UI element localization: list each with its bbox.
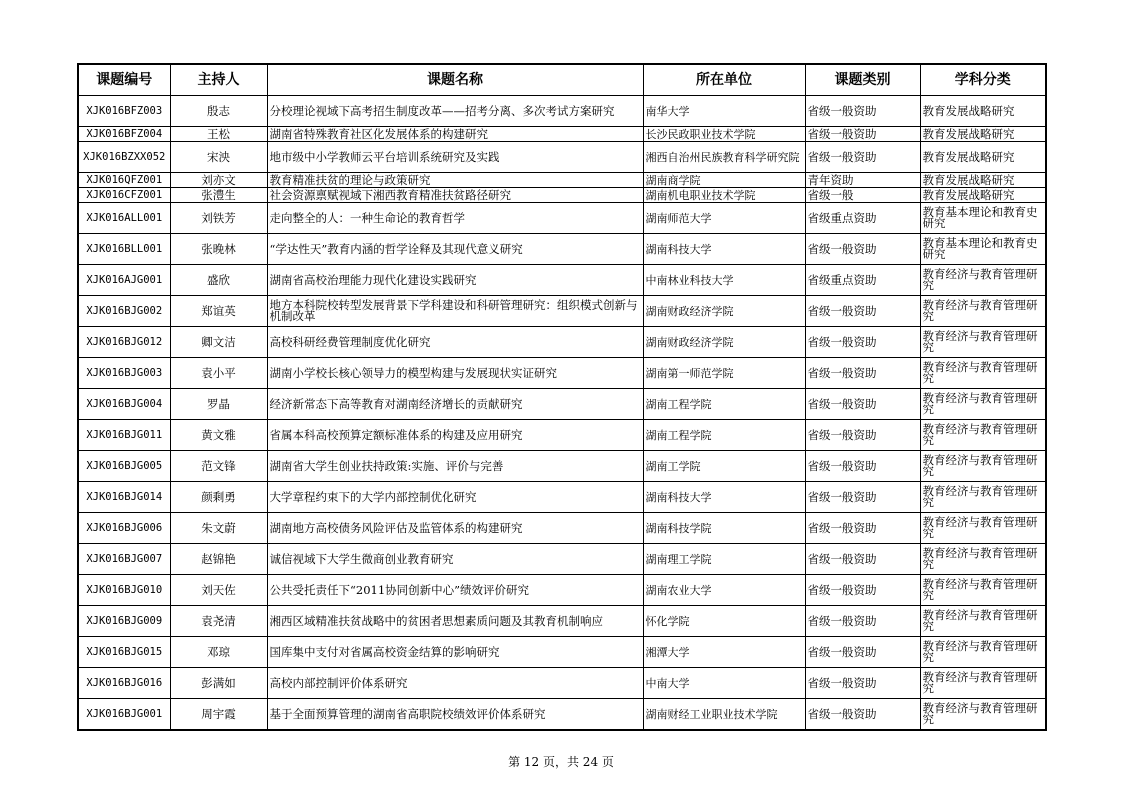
cell-code: XJK016BJG015 [78, 637, 170, 668]
table-row [78, 96, 1046, 127]
cell-subject: 教育发展战略研究 [920, 127, 1046, 142]
cell-code: XJK016BJG010 [78, 575, 170, 606]
cell-subject: 教育发展战略研究 [920, 173, 1046, 188]
cell-title: 国库集中支付对省属高校资金结算的影响研究 [267, 637, 643, 668]
cell-host: 刘天佐 [170, 575, 267, 606]
cell-code: XJK016BJG012 [78, 327, 170, 358]
cell-host: 郑谊英 [170, 296, 267, 327]
table-row [78, 127, 1046, 142]
cell-title: 诚信视域下大学生微商创业教育研究 [267, 544, 643, 575]
cell-type: 省级一般资助 [805, 513, 920, 544]
table-row [78, 544, 1046, 575]
cell-type: 省级一般资助 [805, 142, 920, 173]
cell-type: 省级一般资助 [805, 389, 920, 420]
cell-subject: 教育经济与教育管理研究 [920, 451, 1046, 482]
cell-unit: 湖南工程学院 [643, 420, 805, 451]
cell-code: XJK016BJG004 [78, 389, 170, 420]
cell-host: 周宇霞 [170, 699, 267, 731]
table-row [78, 296, 1046, 327]
cell-type: 省级一般资助 [805, 482, 920, 513]
cell-unit: 湖南科技学院 [643, 513, 805, 544]
cell-title: 社会资源禀赋视域下湘西教育精准扶贫路径研究 [267, 188, 643, 203]
cell-host: 袁小平 [170, 358, 267, 389]
cell-code: XJK016CFZ001 [78, 188, 170, 203]
cell-title: 高校内部控制评价体系研究 [267, 668, 643, 699]
cell-title: “学达性天”教育内涵的哲学诠释及其现代意义研究 [267, 234, 643, 265]
cell-type: 省级一般资助 [805, 451, 920, 482]
cell-type: 省级一般资助 [805, 96, 920, 127]
cell-title: 公共受托责任下“2011协同创新中心”绩效评价研究 [267, 575, 643, 606]
cell-subject: 教育经济与教育管理研究 [920, 575, 1046, 606]
table-row [78, 203, 1046, 234]
cell-host: 赵锦艳 [170, 544, 267, 575]
cell-subject: 教育经济与教育管理研究 [920, 482, 1046, 513]
cell-type: 省级一般资助 [805, 606, 920, 637]
cell-host: 刘铁芳 [170, 203, 267, 234]
header-title: 课题名称 [267, 64, 643, 96]
cell-type: 省级一般资助 [805, 296, 920, 327]
cell-subject: 教育经济与教育管理研究 [920, 265, 1046, 296]
cell-code: XJK016BJG011 [78, 420, 170, 451]
cell-code: XJK016BJG007 [78, 544, 170, 575]
cell-type: 省级重点资助 [805, 265, 920, 296]
table-row [78, 513, 1046, 544]
cell-code: XJK016BJG006 [78, 513, 170, 544]
cell-unit: 湖南师范大学 [643, 203, 805, 234]
header-unit: 所在单位 [643, 64, 805, 96]
cell-code: XJK016BJG003 [78, 358, 170, 389]
cell-type: 省级一般资助 [805, 327, 920, 358]
cell-title: 湖南省大学生创业扶持政策:实施、评价与完善 [267, 451, 643, 482]
cell-host: 朱文蔚 [170, 513, 267, 544]
cell-subject: 教育经济与教育管理研究 [920, 544, 1046, 575]
table-row [78, 575, 1046, 606]
table-row [78, 637, 1046, 668]
cell-title: 省属本科高校预算定额标准体系的构建及应用研究 [267, 420, 643, 451]
cell-code: XJK016BJG016 [78, 668, 170, 699]
cell-title: 地市级中小学教师云平台培训系统研究及实践 [267, 142, 643, 173]
table-row [78, 173, 1046, 188]
table-row [78, 389, 1046, 420]
cell-code: XJK016BJG014 [78, 482, 170, 513]
cell-code: XJK016ALL001 [78, 203, 170, 234]
cell-code: XJK016AJG001 [78, 265, 170, 296]
table-row [78, 451, 1046, 482]
cell-type: 青年资助 [805, 173, 920, 188]
cell-unit: 中南林业科技大学 [643, 265, 805, 296]
cell-unit: 湘西自治州民族教育科学研究院 [643, 142, 805, 173]
cell-code: XJK016BJG009 [78, 606, 170, 637]
cell-unit: 湖南机电职业技术学院 [643, 188, 805, 203]
cell-host: 张晚林 [170, 234, 267, 265]
cell-code: XJK016BJG001 [78, 699, 170, 731]
cell-code: XJK016BZXX052 [78, 142, 170, 173]
cell-type: 省级一般资助 [805, 420, 920, 451]
table-row [78, 482, 1046, 513]
cell-code: XJK016BJG002 [78, 296, 170, 327]
cell-unit: 湖南财经工业职业技术学院 [643, 699, 805, 731]
cell-type: 省级一般资助 [805, 699, 920, 731]
project-table [77, 63, 1047, 731]
cell-title: 高校科研经费管理制度优化研究 [267, 327, 643, 358]
table-row [78, 234, 1046, 265]
cell-unit: 湖南财政经济学院 [643, 296, 805, 327]
cell-type: 省级重点资助 [805, 203, 920, 234]
cell-title: 分校理论视域下高考招生制度改革——招考分离、多次考试方案研究 [267, 96, 643, 127]
cell-title: 经济新常态下高等教育对湖南经济增长的贡献研究 [267, 389, 643, 420]
cell-unit: 湖南工学院 [643, 451, 805, 482]
cell-code: XJK016BFZ004 [78, 127, 170, 142]
cell-subject: 教育基本理论和教育史研究 [920, 203, 1046, 234]
cell-subject: 教育基本理论和教育史研究 [920, 234, 1046, 265]
cell-host: 罗晶 [170, 389, 267, 420]
cell-host: 张澧生 [170, 188, 267, 203]
cell-type: 省级一般资助 [805, 575, 920, 606]
cell-title: 基于全面预算管理的湖南省高职院校绩效评价体系研究 [267, 699, 643, 731]
table-row [78, 188, 1046, 203]
cell-subject: 教育发展战略研究 [920, 142, 1046, 173]
cell-type: 省级一般资助 [805, 234, 920, 265]
cell-unit: 南华大学 [643, 96, 805, 127]
cell-subject: 教育经济与教育管理研究 [920, 637, 1046, 668]
table-row [78, 142, 1046, 173]
cell-type: 省级一般资助 [805, 127, 920, 142]
cell-unit: 湖南农业大学 [643, 575, 805, 606]
cell-subject: 教育经济与教育管理研究 [920, 420, 1046, 451]
table-body [78, 96, 1046, 731]
table-row [78, 699, 1046, 731]
table-row [78, 668, 1046, 699]
cell-type: 省级一般资助 [805, 668, 920, 699]
cell-host: 殷志 [170, 96, 267, 127]
header-host: 主持人 [170, 64, 267, 96]
cell-title: 教育精准扶贫的理论与政策研究 [267, 173, 643, 188]
cell-unit: 长沙民政职业技术学院 [643, 127, 805, 142]
cell-subject: 教育经济与教育管理研究 [920, 513, 1046, 544]
cell-host: 刘亦文 [170, 173, 267, 188]
header-code: 课题编号 [78, 64, 170, 96]
cell-host: 宋泱 [170, 142, 267, 173]
cell-unit: 怀化学院 [643, 606, 805, 637]
cell-title: 湖南小学校长核心领导力的模型构建与发展现状实证研究 [267, 358, 643, 389]
cell-unit: 湖南科技大学 [643, 482, 805, 513]
cell-unit: 中南大学 [643, 668, 805, 699]
cell-code: XJK016BFZ003 [78, 96, 170, 127]
cell-subject: 教育经济与教育管理研究 [920, 389, 1046, 420]
cell-host: 盛欣 [170, 265, 267, 296]
cell-host: 卿文洁 [170, 327, 267, 358]
cell-code: XJK016BJG005 [78, 451, 170, 482]
cell-unit: 湖南第一师范学院 [643, 358, 805, 389]
table-row [78, 606, 1046, 637]
cell-type: 省级一般 [805, 188, 920, 203]
cell-host: 彭满如 [170, 668, 267, 699]
cell-unit: 湖南理工学院 [643, 544, 805, 575]
cell-unit: 湖南财政经济学院 [643, 327, 805, 358]
cell-subject: 教育经济与教育管理研究 [920, 606, 1046, 637]
cell-title: 地方本科院校转型发展背景下学科建设和科研管理研究：组织模式创新与机制改革 [267, 296, 643, 327]
cell-subject: 教育经济与教育管理研究 [920, 699, 1046, 731]
table-header-row [78, 64, 1046, 96]
cell-host: 颜剩勇 [170, 482, 267, 513]
header-type: 课题类别 [805, 64, 920, 96]
header-subject: 学科分类 [920, 64, 1046, 96]
cell-unit: 湖南科技大学 [643, 234, 805, 265]
cell-unit: 湖南工程学院 [643, 389, 805, 420]
cell-host: 范文锋 [170, 451, 267, 482]
cell-unit: 湖南商学院 [643, 173, 805, 188]
cell-host: 王松 [170, 127, 267, 142]
cell-subject: 教育发展战略研究 [920, 96, 1046, 127]
cell-type: 省级一般资助 [805, 358, 920, 389]
cell-subject: 教育经济与教育管理研究 [920, 668, 1046, 699]
cell-host: 黄文雅 [170, 420, 267, 451]
cell-type: 省级一般资助 [805, 544, 920, 575]
cell-subject: 教育发展战略研究 [920, 188, 1046, 203]
table-row [78, 265, 1046, 296]
cell-title: 走向整全的人：一种生命论的教育哲学 [267, 203, 643, 234]
cell-title: 湖南省特殊教育社区化发展体系的构建研究 [267, 127, 643, 142]
cell-type: 省级一般资助 [805, 637, 920, 668]
page-number: 第 12 页，共 24 页 [508, 755, 614, 769]
cell-subject: 教育经济与教育管理研究 [920, 358, 1046, 389]
cell-code: XJK016BLL001 [78, 234, 170, 265]
cell-host: 邓琼 [170, 637, 267, 668]
cell-subject: 教育经济与教育管理研究 [920, 327, 1046, 358]
table-row [78, 327, 1046, 358]
cell-host: 袁尧清 [170, 606, 267, 637]
cell-title: 湖南地方高校债务风险评估及监管体系的构建研究 [267, 513, 643, 544]
table-row [78, 420, 1046, 451]
table-row [78, 358, 1046, 389]
cell-subject: 教育经济与教育管理研究 [920, 296, 1046, 327]
cell-code: XJK016QFZ001 [78, 173, 170, 188]
cell-title: 大学章程约束下的大学内部控制优化研究 [267, 482, 643, 513]
cell-title: 湖南省高校治理能力现代化建设实践研究 [267, 265, 643, 296]
cell-title: 湘西区域精准扶贫战略中的贫困者思想素质问题及其教育机制响应 [267, 606, 643, 637]
cell-unit: 湘潭大学 [643, 637, 805, 668]
